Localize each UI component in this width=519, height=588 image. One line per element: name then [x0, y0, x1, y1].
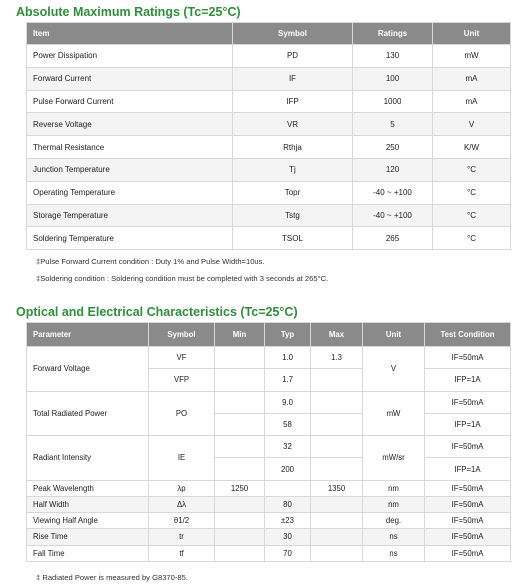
cell-condition: IF=50mA	[425, 480, 511, 496]
cell-unit: K/W	[433, 136, 511, 159]
pulse-note: ‡Pulse Forward Current condition : Duty 1% and Pulse Width=10us.	[36, 257, 265, 266]
cell-symbol: PO	[149, 391, 215, 436]
cell-symbol: θ1/2	[149, 513, 215, 529]
cell-item: Soldering Temperature	[27, 227, 233, 250]
col-parameter: Parameter	[27, 323, 149, 347]
cell-condition: IF=50mA	[425, 496, 511, 512]
cell-item: Reverse Voltage	[27, 113, 233, 136]
cell-min	[215, 369, 265, 391]
cell-rating: 1000	[353, 90, 433, 113]
radiated-power-note: ‡ Radiated Power is measured by G8370-85.	[36, 573, 188, 582]
cell-max	[311, 391, 363, 413]
cell-item: Operating Temperature	[27, 181, 233, 204]
cell-symbol: tr	[149, 529, 215, 545]
cell-item: Thermal Resistance	[27, 136, 233, 159]
cell-unit: mA	[433, 90, 511, 113]
cell-symbol: IF	[233, 67, 353, 90]
col-max: Max	[311, 323, 363, 347]
cell-min	[215, 436, 265, 458]
cell-unit: °C	[433, 227, 511, 250]
cell-min	[215, 391, 265, 413]
table-row	[27, 204, 511, 227]
cell-item: Forward Current	[27, 67, 233, 90]
cell-parameter: Half Width	[27, 496, 149, 512]
cell-typ: 58	[265, 413, 311, 435]
cell-parameter: Total Radiated Power	[27, 391, 149, 436]
cell-symbol: VR	[233, 113, 353, 136]
abs-max-title: Absolute Maximum Ratings (Tc=25°C)	[16, 5, 241, 19]
cell-min	[215, 545, 265, 561]
cell-typ: 9.0	[265, 391, 311, 413]
cell-max	[311, 436, 363, 458]
col-symbol: Symbol	[149, 323, 215, 347]
cell-typ: 30	[265, 529, 311, 545]
cell-rating: 5	[353, 113, 433, 136]
cell-min	[215, 513, 265, 529]
col-ratings: Ratings	[353, 23, 433, 45]
table-row	[27, 113, 511, 136]
cell-typ: 32	[265, 436, 311, 458]
cell-symbol: Δλ	[149, 496, 215, 512]
cell-symbol: IE	[149, 436, 215, 481]
cell-condition: IF=50mA	[425, 545, 511, 561]
cell-symbol: TSOL	[233, 227, 353, 250]
cell-condition: IF=50mA	[425, 513, 511, 529]
col-symbol: Symbol	[233, 23, 353, 45]
cell-item: Power Dissipation	[27, 45, 233, 68]
cell-typ: 1.7	[265, 369, 311, 391]
cell-rating: 250	[353, 136, 433, 159]
cell-symbol: VFP	[149, 369, 215, 391]
cell-rating: -40 ~ +100	[353, 181, 433, 204]
cell-condition: IF=50mA	[425, 391, 511, 413]
cell-rating: 130	[353, 45, 433, 68]
table-row	[27, 67, 511, 90]
table-row	[27, 391, 511, 413]
optical-table	[26, 322, 511, 562]
table-row	[27, 496, 511, 512]
cell-min	[215, 529, 265, 545]
table-row	[27, 529, 511, 545]
cell-min	[215, 458, 265, 480]
table-row	[27, 158, 511, 181]
abs-max-table	[26, 22, 511, 250]
cell-unit: deg.	[363, 513, 425, 529]
cell-unit: V	[433, 113, 511, 136]
cell-symbol: tf	[149, 545, 215, 561]
cell-max	[311, 529, 363, 545]
cell-typ: 80	[265, 496, 311, 512]
cell-condition: IFP=1A	[425, 369, 511, 391]
cell-parameter: Radiant Intensity	[27, 436, 149, 481]
cell-max	[311, 513, 363, 529]
cell-symbol: Topr	[233, 181, 353, 204]
cell-unit: ns	[363, 529, 425, 545]
cell-min: 1250	[215, 480, 265, 496]
cell-unit: nm	[363, 480, 425, 496]
cell-unit: V	[363, 347, 425, 392]
cell-rating: 100	[353, 67, 433, 90]
cell-unit: mW	[363, 391, 425, 436]
cell-item: Junction Temperature	[27, 158, 233, 181]
cell-max	[311, 545, 363, 561]
cell-parameter: Rise Time	[27, 529, 149, 545]
cell-condition: IF=50mA	[425, 529, 511, 545]
cell-max	[311, 413, 363, 435]
cell-unit: mW	[433, 45, 511, 68]
cell-symbol: PD	[233, 45, 353, 68]
cell-symbol: VF	[149, 347, 215, 369]
cell-min	[215, 496, 265, 512]
table-row	[27, 545, 511, 561]
col-typ: Typ	[265, 323, 311, 347]
cell-max	[311, 458, 363, 480]
cell-unit: mA	[433, 67, 511, 90]
cell-min	[215, 413, 265, 435]
cell-item: Storage Temperature	[27, 204, 233, 227]
cell-symbol: IFP	[233, 90, 353, 113]
cell-condition: IFP=1A	[425, 413, 511, 435]
cell-max	[311, 369, 363, 391]
cell-max	[311, 496, 363, 512]
cell-typ: 70	[265, 545, 311, 561]
soldering-note: ‡Soldering condition : Soldering condition must be completed with 3 seconds at 265°C.	[36, 274, 329, 283]
cell-condition: IFP=1A	[425, 458, 511, 480]
cell-max: 1350	[311, 480, 363, 496]
cell-parameter: Peak Wavelength	[27, 480, 149, 496]
cell-typ: 200	[265, 458, 311, 480]
cell-unit: °C	[433, 204, 511, 227]
cell-parameter: Fall Time	[27, 545, 149, 561]
optical-title: Optical and Electrical Characteristics (Tc=25°C)	[16, 305, 298, 319]
cell-typ	[265, 480, 311, 496]
col-min: Min	[215, 323, 265, 347]
cell-symbol: Tstg	[233, 204, 353, 227]
cell-rating: 120	[353, 158, 433, 181]
table-row	[27, 513, 511, 529]
table-row	[27, 480, 511, 496]
table-row	[27, 45, 511, 68]
cell-rating: 265	[353, 227, 433, 250]
cell-min	[215, 347, 265, 369]
cell-rating: -40 ~ +100	[353, 204, 433, 227]
cell-symbol: Rthja	[233, 136, 353, 159]
table-row	[27, 436, 511, 458]
cell-unit: °C	[433, 181, 511, 204]
table-row	[27, 181, 511, 204]
table-row	[27, 227, 511, 250]
cell-symbol: Tj	[233, 158, 353, 181]
cell-unit: °C	[433, 158, 511, 181]
cell-item: Pulse Forward Current	[27, 90, 233, 113]
table-row	[27, 90, 511, 113]
cell-typ: 1.0	[265, 347, 311, 369]
cell-max: 1.3	[311, 347, 363, 369]
table-row	[27, 347, 511, 369]
cell-unit: mW/sr	[363, 436, 425, 481]
table-row	[27, 136, 511, 159]
cell-typ: ±23	[265, 513, 311, 529]
cell-condition: IF=50mA	[425, 436, 511, 458]
cell-condition: IF=50mA	[425, 347, 511, 369]
col-unit: Unit	[363, 323, 425, 347]
col-unit: Unit	[433, 23, 511, 45]
cell-unit: nm	[363, 496, 425, 512]
cell-symbol: λp	[149, 480, 215, 496]
col-item: Item	[27, 23, 233, 45]
cell-unit: ns	[363, 545, 425, 561]
col-test-condition: Test Condition	[425, 323, 511, 347]
cell-parameter: Viewing Half Angle	[27, 513, 149, 529]
cell-parameter: Forward Voltage	[27, 347, 149, 392]
